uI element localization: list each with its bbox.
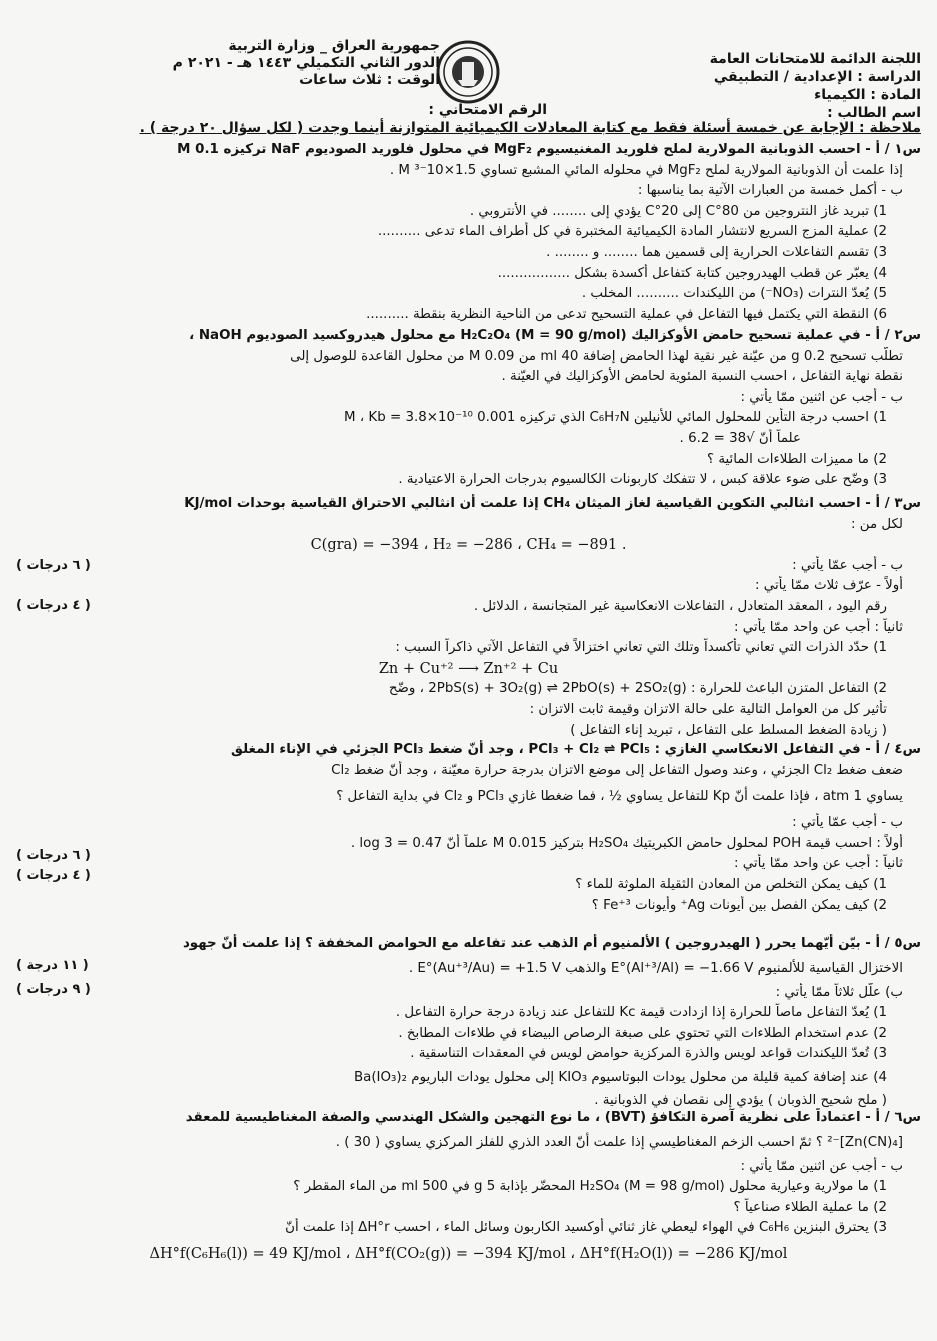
q2-line: 2) ما مميزات الطلاءات المائية ؟	[706, 451, 887, 467]
q2-line: علماً أنّ √38 = 6.2 .	[679, 430, 801, 446]
q5-line: ب) علّل ثلاثاً ممّا يأتي :	[775, 984, 903, 1000]
q3-line: 2) التفاعل المتزن الباعث للحرارة : 2PbS(s) + 3O₂(g) ⇌ 2PbO(s) + 2SO₂(g) ، وضّح	[388, 681, 887, 697]
q2-line: 1) احسب درجة التأين للمحلول المائي للأنيلين C₆H₇N الذي تركيزه 0.001 M ، Kb = 3.8×10⁻¹⁰	[344, 410, 887, 426]
exam-note: ملاحظة : الإجابة عن خمسة أسئلة فقط مع كتابة المعادلات الكيميائية المتوازنة أينما وجدت ( لكل سؤال ٢٠ درجة ) .	[139, 120, 921, 136]
q2-line: ب - أجب عن اثنين ممّا يأتي :	[740, 389, 903, 405]
exam-number-label: الرقم الامتحاني :	[428, 102, 547, 118]
q6-equation: ΔH°f(C₆H₆(l)) = 49 KJ/mol ، ΔH°f(CO₂(g)) = −394 KJ/mol ، ΔH°f(H₂O(l)) = −286 KJ/mol	[149, 1245, 788, 1262]
question-1	[16, 140, 921, 325]
q1-line: ب - أكمل خمسة من العبارات الآتية بما يناسبها :	[637, 183, 903, 199]
q4-mark: ( ٦ درجات )	[16, 848, 91, 863]
q2-line: تطلّب تسحيح 0.2 g من عيّنة غير نقية لهذا الحامض إضافة 40 ml من 0.09 M من محلول القاعدة للوصول إلى	[290, 348, 903, 364]
q3-mark: ( ٦ درجات )	[16, 558, 91, 573]
q3-reaction: Zn + Cu⁺² ⟶ Zn⁺² + Cu	[378, 660, 559, 677]
q3-mark: ( ٤ درجات )	[16, 598, 91, 613]
q6-line: 1) ما مولارية وعيارية محلول H₂SO₄ (M = 98 g/mol) المحضّر بإذابة 5 g في 500 ml من الماء المقطر ؟	[293, 1179, 887, 1195]
q5-mark: ( ٩ درجات )	[16, 982, 91, 997]
q4-line: ب - أجب عمّا يأتي :	[792, 815, 903, 831]
student-name-line: اسم الطالب :	[827, 105, 921, 121]
q1-line: 1) تبريد غاز النتروجين من 80°C إلى 20°C يؤدي إلى ........ في الأنتروبي .	[469, 203, 887, 219]
q1-line: 5) يُعدّ النترات (NO₃⁻) من الليكندات .......... المخلب .	[581, 286, 887, 302]
q4-line: يساوي 1 atm ، فإذا علمت أنّ Kp للتفاعل يساوي ½ ، فما ضغطا غازي PCl₃ و Cl₂ في بداية التفاعل ؟	[336, 789, 903, 805]
q2-line: نقطة نهاية التفاعل ، احسب النسبة المئوية لحامض الأوكزاليك في العيّنة .	[501, 369, 903, 385]
q4-mark: ( ٤ درجات )	[16, 868, 91, 883]
q6-line: س٦ / أ - اعتماداً على نظرية آصرة التكافؤ (BVT) ، ما نوع التهجين والشكل الهندسي والصفة المغناطيسية للمعقد	[185, 1110, 921, 1125]
q1-line: 3) تقسم التفاعلات الحرارية إلى قسمين هما ........ و ........ .	[546, 244, 887, 260]
q2-line: س٢ / أ - في عملية تسحيح حامض الأوكزاليك H₂C₂O₄ (M = 90 g/mol) مع محلول هيدروكسيد الصوديوم NaOH ،	[189, 328, 921, 343]
q3-line: ( زيادة الضغط المسلط على التفاعل ، تبريد إناء التفاعل )	[570, 722, 887, 738]
q3-line: لكل من :	[850, 516, 903, 532]
q5-line: 4) عند إضافة كمية قليلة من محلول يودات البوتاسيوم KIO₃ إلى محلول يودات الباريوم Ba(IO₃)₂	[353, 1069, 887, 1085]
q5-line: 1) يُعدّ التفاعل ماصاً للحرارة إذا ازدادت قيمة Kc للتفاعل عند زيادة درجة حرارة التفاعل .	[395, 1005, 887, 1021]
q1-line: 6) النقطة التي يكتمل فيها التفاعل في عملية التسحيح تدعى من الناحية النظرية بنقطة ..........	[366, 306, 887, 322]
q1-line: إذا علمت أن الذوبانية المولارية لملح MgF₂ في محلوله المائي المشبع تساوي 1.5×10⁻³ M .	[389, 162, 903, 178]
q3-equation: C(gra) = −394 ، H₂ = −286 ، CH₄ = −891 .	[310, 537, 627, 554]
q3-line: ب - أجب عمّا يأتي :	[792, 557, 903, 573]
q6-line: 2) ما عملية الطلاء صناعياً ؟	[733, 1199, 887, 1215]
q5-mark: ( ١١ درجة )	[16, 958, 89, 973]
question-6	[16, 1108, 921, 1269]
q4-line: س٤ / أ - في التفاعل الانعكاسي الغازي : PCl₃ + Cl₂ ⇌ PCl₅ ، وجد أنّ ضغط PCl₃ الجزئي في الإناء المغلق	[231, 742, 921, 757]
q3-line: 1) حدّد الذرات التي تعاني تأكسداً وتلك التي تعاني اختزالاً في التفاعل الآتي ذاكراً السبب :	[395, 640, 887, 656]
q3-line: س٣ / أ - احسب انثالبي التكوين القياسية لغاز الميثان CH₄ إذا علمت أن انثالبي الاحتراق القياسية بوحدات KJ/mol	[184, 496, 921, 511]
q3-line: تأثير كل من العوامل التالية على حالة الاتزان وقيمة ثابت الاتزان :	[529, 701, 887, 717]
q6-line: ب - أجب عن اثنين ممّا يأتي :	[740, 1158, 903, 1174]
q4-line: 2) كيف يمكن الفصل بين أيونات Ag⁺ وأيونات Fe⁺³ ؟	[591, 897, 887, 913]
q3-line: رقم اليود ، المعقد المتعادل ، التفاعلات الانعكاسية غير المتجانسة ، الدلائل .	[473, 598, 887, 614]
q5-line: الاختزال القياسية للألمنيوم E°(Al⁺³/Al) = −1.66 V والذهب E°(Au⁺³/Au) = +1.5 V .	[408, 960, 903, 976]
q1-line: 4) يعبّر عن قطب الهيدروجين كتابة كتفاعل أكسدة بشكل .................	[497, 265, 887, 281]
q1-line: س١ / أ - احسب الذوبانية المولارية لملح فلوريد المغنيسيوم MgF₂ في محلول فلوريد الصوديوم NaF تركيزه 0.1 M	[177, 142, 921, 157]
q4-line: 1) كيف يمكن التخلص من المعادن الثقيلة الملوثة للماء ؟	[575, 876, 887, 892]
ministry-seal-icon	[436, 40, 500, 104]
q5-line: ( ملح شحيح الذوبان ) يؤدي إلى نقصان في الذوبانية .	[594, 1092, 887, 1108]
republic-line: جمهورية العراق _ وزارة التربية	[228, 38, 440, 54]
q2-line: 3) وضّح على ضوء علاقة كبس ، لا تتفكك كاربونات الكالسيوم بدرجات الحرارة الاعتيادية .	[398, 472, 887, 488]
question-4	[16, 740, 921, 916]
q6-line: 3) يحترق البنزين C₆H₆ في الهواء ليعطي غاز ثنائي أوكسيد الكاربون وسائل الماء ، احسب ΔH°r إذا علمت أنّ	[285, 1220, 887, 1236]
q4-line: أولاً : احسب قيمة POH لمحلول حامض الكبريتيك H₂SO₄ بتركيز 0.015 M علماً أنّ log 3 = 0.47 .	[350, 835, 903, 851]
header-right	[591, 50, 921, 122]
q4-line: ثانياً : أجب عن واحد ممّا يأتي :	[734, 856, 903, 872]
q3-line: أولاً - عرّف ثلاث ممّا يأتي :	[755, 578, 903, 594]
study-line: الدراسة : الإعدادية / التطبيقي	[713, 69, 921, 85]
session-line: الدور الثاني التكميلي ١٤٤٣ هـ - ٢٠٢١ م	[172, 55, 440, 71]
question-3	[16, 494, 921, 741]
q4-line: ضعف ضغط Cl₂ الجزئي ، وعند وصول التفاعل إلى موضع الاتزان بدرجة حرارة معيّنة ، وجد أنّ ضغط Cl₂	[331, 762, 903, 778]
header-left	[140, 38, 440, 89]
q3-line: ثانياً : أجب عن واحد ممّا يأتي :	[734, 619, 903, 635]
q6-line: [Zn(CN)₄]⁻² ؟ ثمّ احسب الزخم المغناطيسي إذا علمت أنّ العدد الذري للفلز المركزي يساوي ( 30 ) .	[335, 1134, 903, 1150]
question-2	[16, 326, 921, 491]
q1-line: 2) عملية المزج السريع لانتشار المادة الكيميائية المختبرة في كل أطراف الماء تدعى ..........	[377, 224, 887, 240]
q5-line: 3) تُعدّ الليكندات قواعد لويس والذرة المركزية حوامض لويس في المعقدات التناسقية .	[410, 1046, 887, 1062]
committee-line: اللجنة الدائمة للامتحانات العامة	[709, 51, 921, 67]
q5-line: س٥ / أ - بيّن أيّهما يحرر ( الهيدروجين ) الألمنيوم أم الذهب عند تفاعله مع الحوامض المخففة ؟ إذا علمت أنّ جهود	[182, 936, 921, 951]
time-line: الوقت : ثلاث ساعات	[299, 72, 440, 88]
subject-line: المادة : الكيمياء	[814, 87, 921, 103]
q5-line: 2) عدم استخدام الطلاءات التي تحتوي على صبغة الرصاص البيضاء في طلاءات المطابخ .	[398, 1025, 887, 1041]
question-5	[16, 934, 921, 1112]
